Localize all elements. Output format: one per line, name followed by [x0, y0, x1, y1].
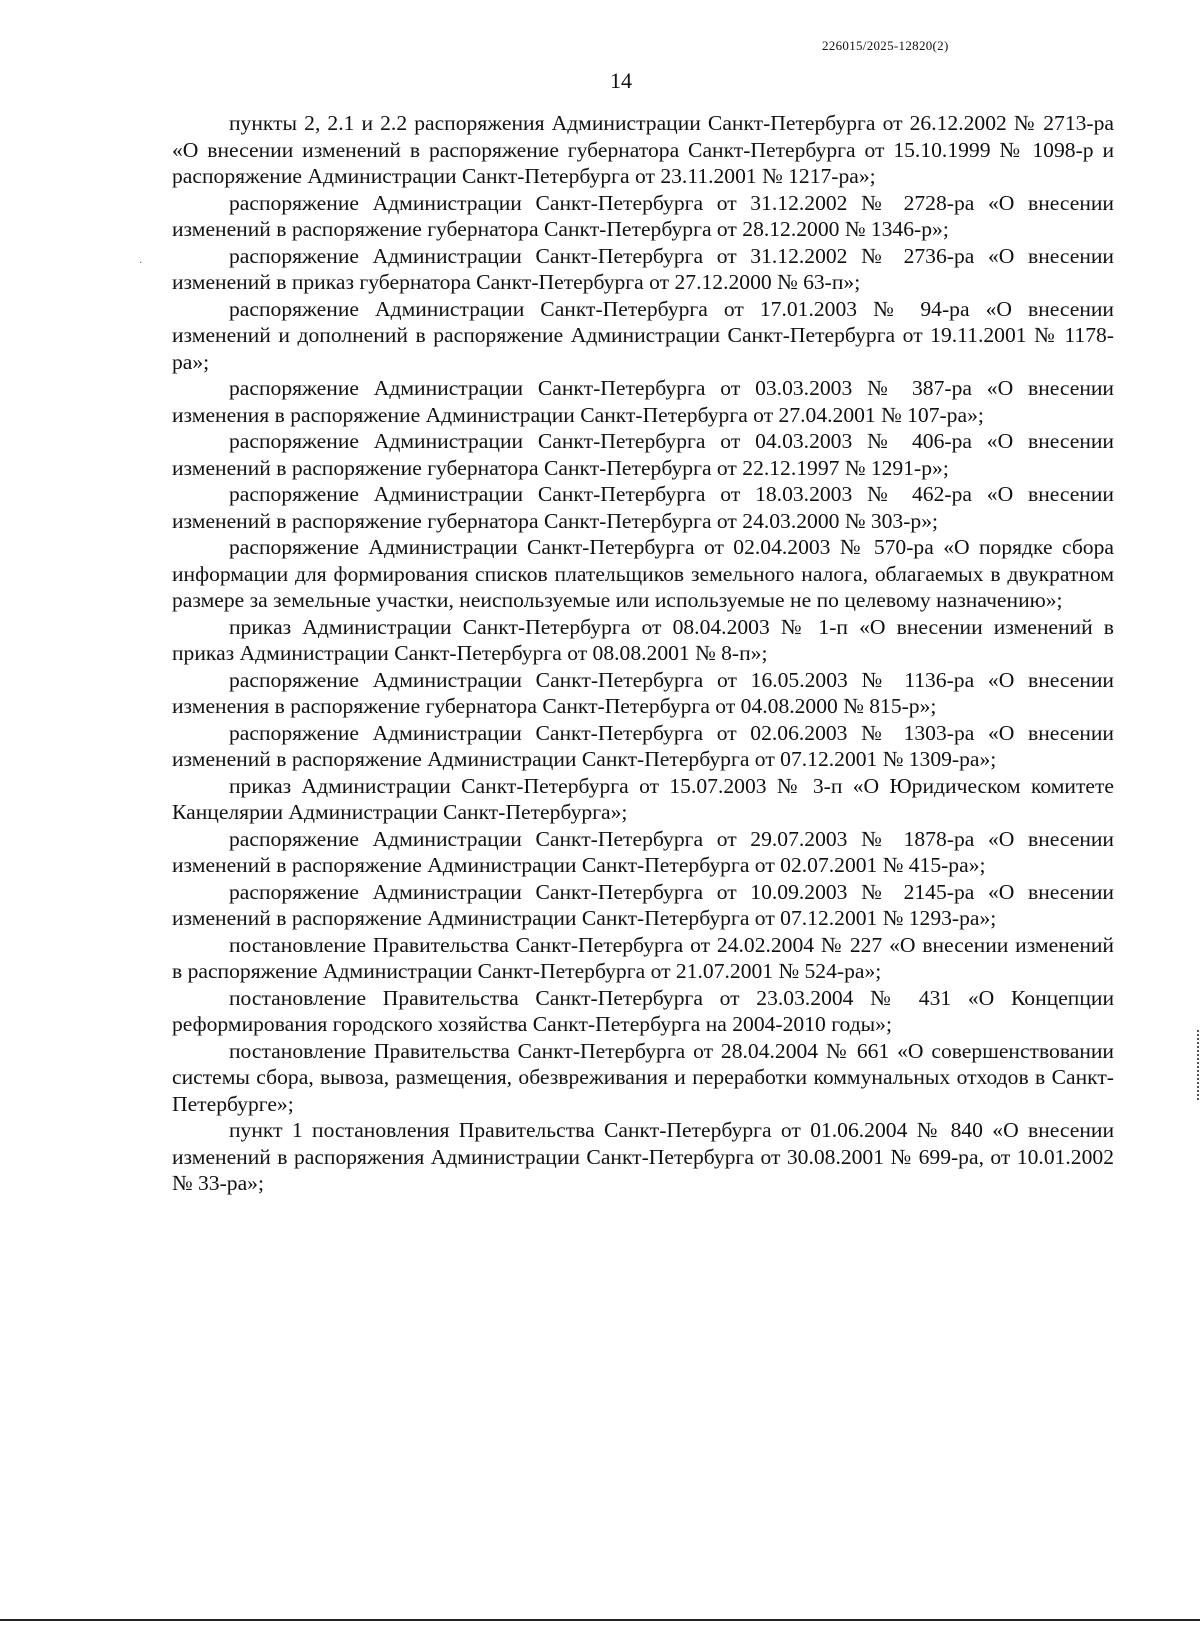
page-number: 14 [610, 68, 632, 93]
list-item: распоряжение Администрации Санкт-Петербурга от 03.03.2003 № 387-ра «О внесении изменения в распоряжение Администрации Санкт-Петербурга от 27.04.2001 № 107-ра»; [172, 376, 1114, 427]
list-item: распоряжение Администрации Санкт-Петербурга от 16.05.2003 № 1136-ра «О внесении изменения в распоряжение губернатора Санкт-Петербурга от 04.08.2000 № 815-р»; [172, 667, 1114, 718]
bottom-divider [0, 1619, 1200, 1621]
document-id: 226015/2025-12820(2) [822, 38, 949, 53]
list-item: постановление Правительства Санкт-Петербурга от 23.03.2004 № 431 «О Концепции реформирования городского хозяйства Санкт-Петербурга на 2004-2010 годы»; [172, 985, 1114, 1036]
list-item: распоряжение Администрации Санкт-Петербурга от 29.07.2003 № 1878-ра «О внесении изменений в распоряжение Администрации Санкт-Петербурга от 02.07.2001 № 415-ра»; [172, 826, 1114, 877]
document-body [172, 110, 1114, 1197]
list-item: пункты 2, 2.1 и 2.2 распоряжения Администрации Санкт-Петербурга от 26.12.2002 № 2713-ра «О внесении изменений в распоряжение губернатора Санкт-Петербурга от 15.10.1999 № 1098-р и распоряжение Администрации Санкт-Петербурга от 23.11.2001 № 1217-ра»; [172, 111, 1114, 188]
list-item: приказ Администрации Санкт-Петербурга от 15.07.2003 № 3-п «О Юридическом комитете Канцелярии Администрации Санкт-Петербурга»; [172, 773, 1114, 824]
list-item: распоряжение Администрации Санкт-Петербурга от 31.12.2002 № 2736-ра «О внесении изменений в приказ губернатора Санкт-Петербурга от 27.12.2000 № 63-п»; [172, 243, 1114, 294]
list-item: приказ Администрации Санкт-Петербурга от 08.04.2003 № 1-п «О внесении изменений в приказ Администрации Санкт-Петербурга от 08.08.2001 № 8-п»; [172, 614, 1114, 665]
list-item: распоряжение Администрации Санкт-Петербурга от 10.09.2003 № 2145-ра «О внесении изменений в распоряжение Администрации Санкт-Петербурга от 07.12.2001 № 1293-ра»; [172, 879, 1114, 930]
list-item: распоряжение Администрации Санкт-Петербурга от 02.06.2003 № 1303-ра «О внесении изменений в распоряжение Администрации Санкт-Петербурга от 07.12.2001 № 1309-ра»; [172, 720, 1114, 771]
list-item: распоряжение Администрации Санкт-Петербурга от 17.01.2003 № 94-ра «О внесении изменений и дополнений в распоряжение Администрации Санкт-Петербурга от 19.11.2001 № 1178-ра»; [172, 296, 1114, 374]
list-item: распоряжение Администрации Санкт-Петербурга от 02.04.2003 № 570-ра «О порядке сбора информации для формирования списков плательщиков земельного налога, облагаемых в двукратном размере за земельные участки, неиспользуемые или используемые не по целевому назначению»; [172, 535, 1114, 612]
list-item: распоряжение Администрации Санкт-Петербурга от 31.12.2002 № 2728-ра «О внесении изменений в распоряжение губернатора Санкт-Петербурга от 28.12.2000 № 1346-р»; [172, 190, 1114, 241]
list-item: распоряжение Администрации Санкт-Петербурга от 04.03.2003 № 406-ра «О внесении изменений в распоряжение губернатора Санкт-Петербурга от 22.12.1997 № 1291-р»; [172, 429, 1114, 480]
list-item: распоряжение Администрации Санкт-Петербурга от 18.03.2003 № 462-ра «О внесении изменений в распоряжение губернатора Санкт-Петербурга от 24.03.2000 № 303-р»; [172, 482, 1114, 533]
margin-mark: · [139, 258, 143, 269]
list-item: постановление Правительства Санкт-Петербурга от 24.02.2004 № 227 «О внесении изменений в распоряжение Администрации Санкт-Петербурга от 21.07.2001 № 524-ра»; [172, 932, 1114, 983]
scan-edge-mark [1195, 1030, 1199, 1100]
list-item: пункт 1 постановления Правительства Санкт-Петербурга от 01.06.2004 № 840 «О внесении изменений в распоряжения Администрации Санкт-Петербурга от 30.08.2001 № 699-ра, от 10.01.2002 № 33-ра»; [172, 1118, 1114, 1195]
list-item: постановление Правительства Санкт-Петербурга от 28.04.2004 № 661 «О совершенствовании системы сбора, вывоза, размещения, обезвреживания и переработки коммунальных отходов в Санкт-Петербурге»; [172, 1038, 1114, 1116]
